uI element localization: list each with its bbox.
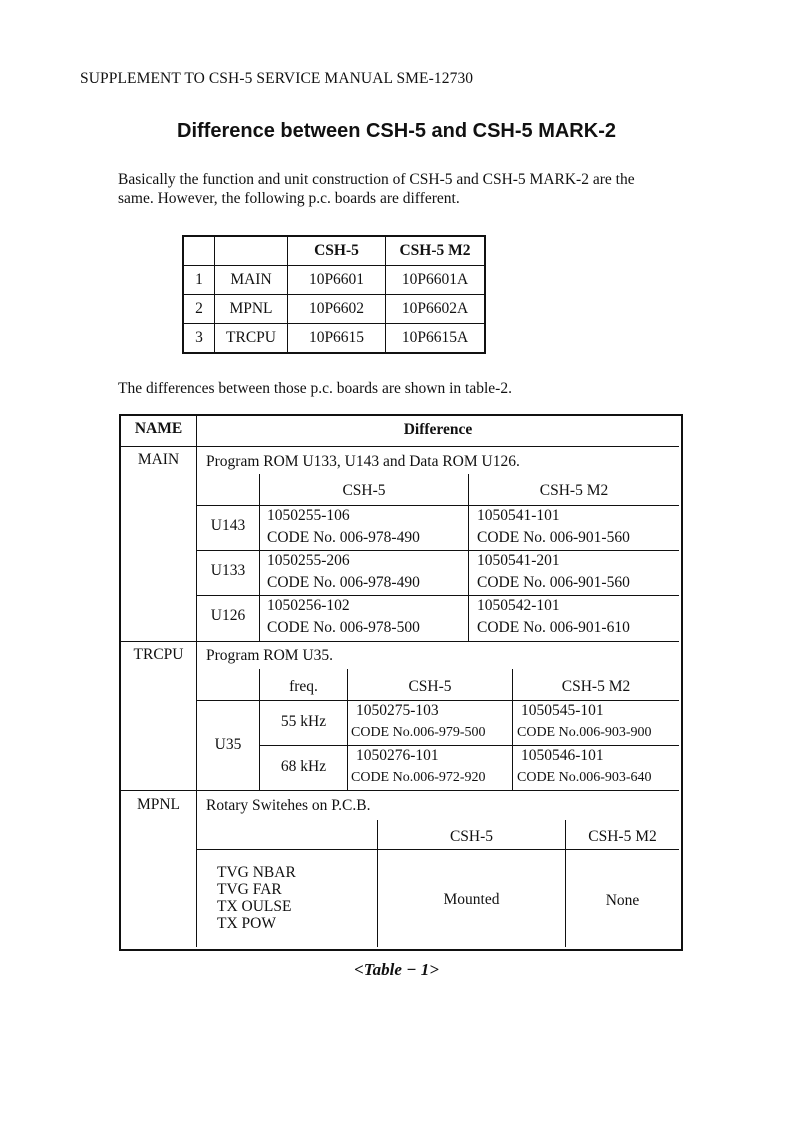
trcpu-csh5-code: CODE No.006-972-920 [351,770,486,785]
switch-item: TVG FAR [217,881,282,898]
section-divider-main [121,641,679,642]
trcpu-csh5-code: CODE No.006-979-500 [351,725,486,740]
main-desc: Program ROM U133, U143 and Data ROM U126. [206,453,520,470]
main-m2-part: 1050541-101 [477,507,560,524]
trcpu-subheader-divider [197,700,679,701]
main-m2-code: CODE No. 006-901-560 [477,574,630,591]
main-row-divider [197,595,679,596]
trcpu-m2-code: CODE No.006-903-640 [517,770,652,785]
trcpu-name: TRCPU [133,646,184,663]
table-intro: The differences between those p.c. boards are shown in table-2. [118,380,512,397]
trcpu-col-csh5-m2: CSH-5 M2 [561,678,631,695]
main-csh5-code: CODE No. 006-978-500 [267,619,420,636]
intro-line-2: same. However, the following p.c. boards are different. [118,190,460,207]
trcpu-csh5-part: 1050276-101 [356,747,439,764]
page-title: Difference between CSH-5 and CSH-5 MARK-2 [177,120,616,142]
mpnl-name: MPNL [136,796,181,813]
table-row [183,295,485,324]
col-difference-header: Difference [403,421,473,438]
main-m2-part: 1050541-201 [477,552,560,569]
header-divider [121,446,679,447]
boards-table-header [183,236,485,266]
switch-item: TX OULSE [217,898,292,915]
main-m2-part: 1050542-101 [477,597,560,614]
col-name-header: NAME [134,420,183,437]
mpnl-desc: Rotary Switehes on P.C.B. [206,797,371,814]
row-csh5: 10P6615 [288,324,386,354]
main-csh5-code: CODE No. 006-978-490 [267,529,420,546]
row-m2: 10P6602A [386,295,486,324]
mpnl-col-csh5-m2: CSH-5 M2 [588,828,657,845]
main-col-csh5: CSH-5 [342,482,386,499]
trcpu-freq: 55 kHz [280,713,327,730]
trcpu-ref: U35 [214,736,242,753]
row-board: TRCPU [215,324,288,354]
mpnl-switch-list [217,864,296,932]
header-csh5: CSH-5 [288,236,386,266]
table-caption: <Table − 1> [354,960,439,979]
name-column-divider [196,416,197,947]
main-m2-code: CODE No. 006-901-610 [477,619,630,636]
trcpu-freq: 68 kHz [280,758,327,775]
main-subheader-divider [197,505,679,506]
trcpu-col-csh5: CSH-5 [408,678,452,695]
main-col-csh5-m2: CSH-5 M2 [539,482,609,499]
row-no: 1 [183,266,215,295]
intro-line-1: Basically the function and unit construction of CSH-5 and CSH-5 MARK-2 are the [118,171,635,188]
page-header: SUPPLEMENT TO CSH-5 SERVICE MANUAL SME-12730 [80,70,474,87]
main-ref: U126 [210,607,246,624]
main-m2-code: CODE No. 006-901-560 [477,529,630,546]
trcpu-m2-code: CODE No.006-903-900 [517,725,652,740]
main-csh5-part: 1050255-206 [267,552,350,569]
trcpu-m2-part: 1050545-101 [521,702,604,719]
main-ref: U133 [210,562,246,579]
trcpu-desc: Program ROM U35. [206,647,334,664]
main-ref: U143 [210,517,246,534]
switch-item: TX POW [217,915,276,932]
table-row [183,324,485,354]
row-board: MAIN [215,266,288,295]
boards-table [182,235,486,354]
header-name [215,236,288,266]
row-m2: 10P6601A [386,266,486,295]
mpnl-m2-value: None [605,892,640,909]
row-no: 3 [183,324,215,354]
mpnl-col-csh5: CSH-5 [449,828,494,845]
header-no [183,236,215,266]
mpnl-csh5-value: Mounted [443,891,500,908]
trcpu-csh5-part: 1050275-103 [356,702,439,719]
difference-table [119,414,683,951]
row-csh5: 10P6601 [288,266,386,295]
trcpu-col-freq: freq. [289,678,318,695]
main-name: MAIN [137,451,180,468]
main-csh5-part: 1050256-102 [267,597,350,614]
trcpu-m2-part: 1050546-101 [521,747,604,764]
row-no: 2 [183,295,215,324]
section-divider-trcpu [121,790,679,791]
row-csh5: 10P6602 [288,295,386,324]
intro-paragraph [118,170,718,208]
trcpu-row-divider [260,745,679,746]
main-row-divider [197,550,679,551]
row-m2: 10P6615A [386,324,486,354]
table-row [183,266,485,295]
mpnl-subheader-divider [197,849,679,850]
row-board: MPNL [215,295,288,324]
switch-item: TVG NBAR [217,864,296,881]
header-csh5-m2: CSH-5 M2 [386,236,486,266]
main-csh5-code: CODE No. 006-978-490 [267,574,420,591]
main-csh5-part: 1050255-106 [267,507,350,524]
